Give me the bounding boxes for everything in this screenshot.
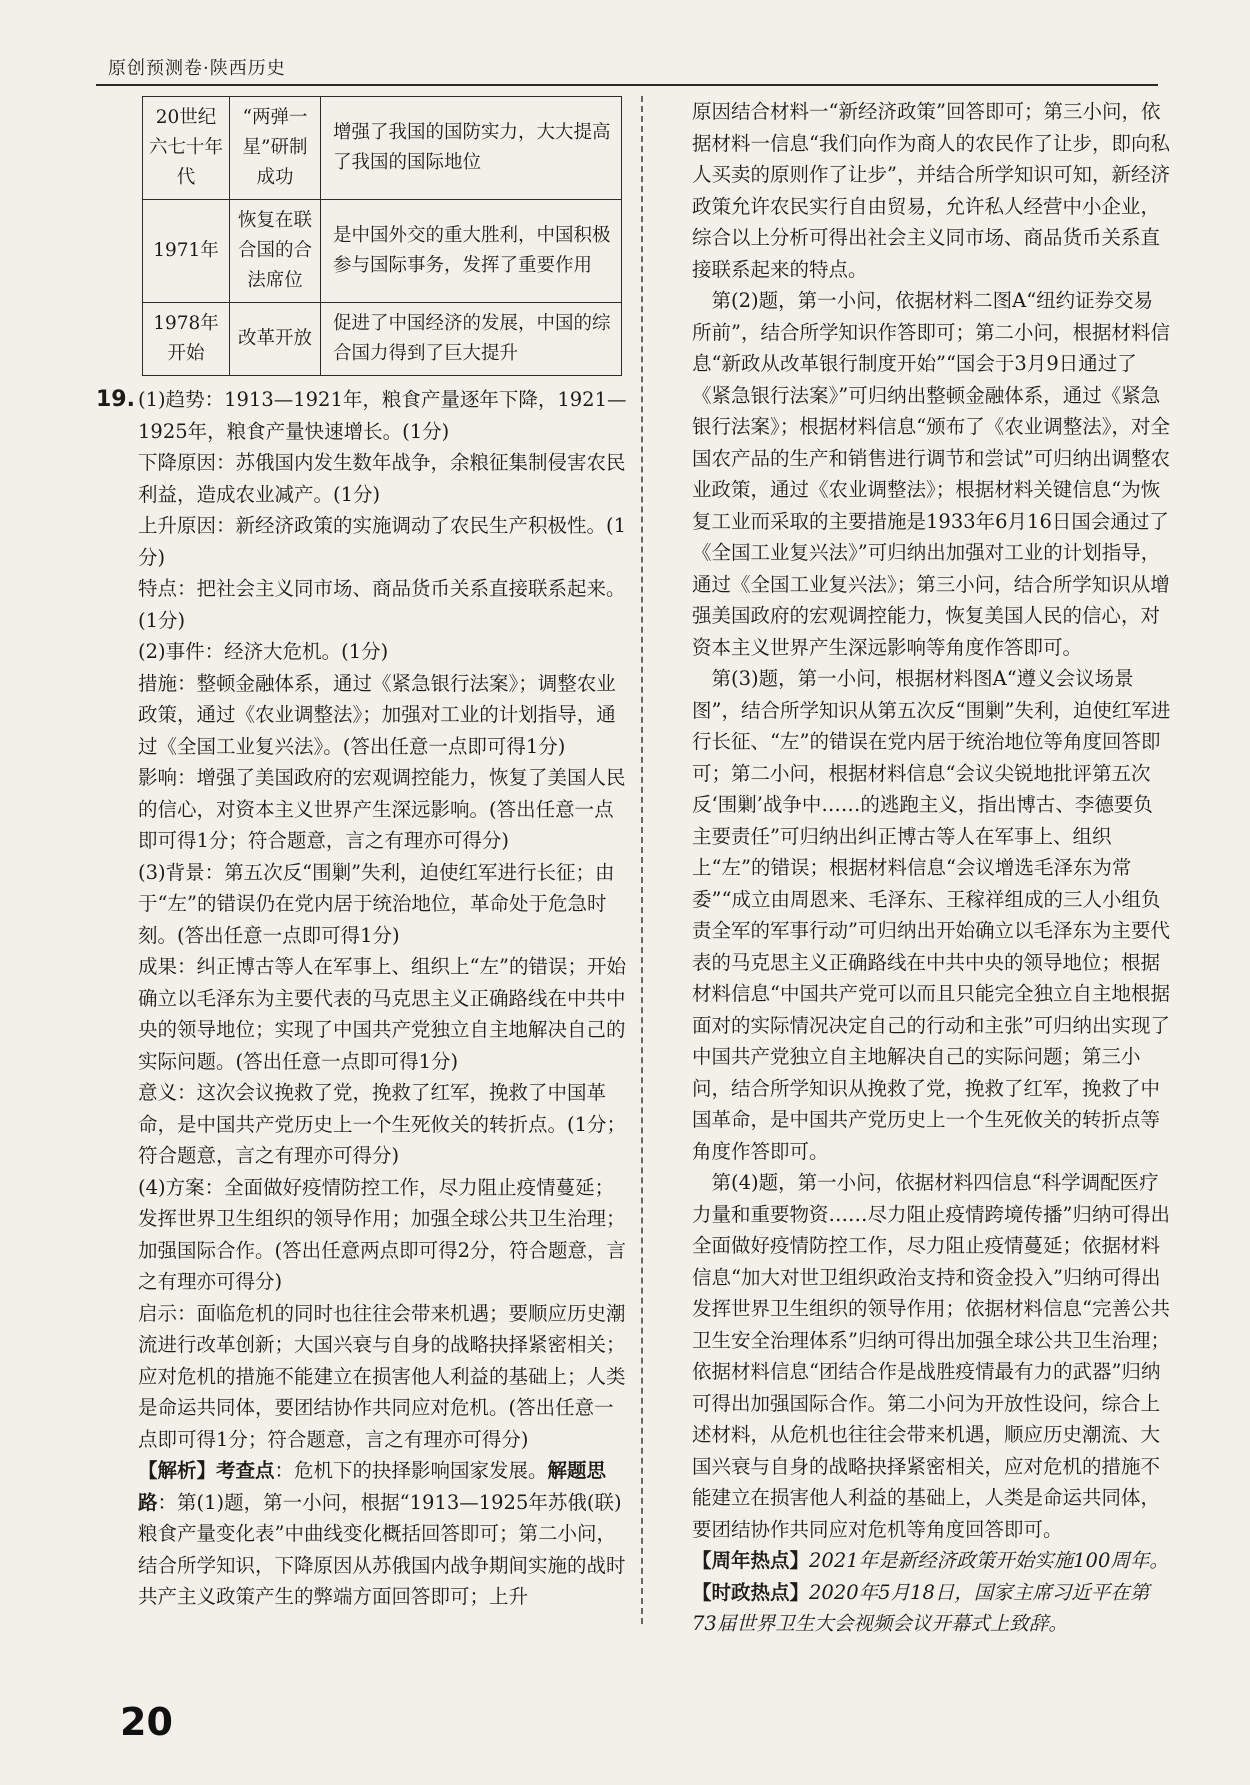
analysis-paragraph <box>138 1455 628 1613</box>
analysis-text: ：第(1)题，第一小问，根据“1913—1925年苏俄(联)粮食产量变化表”中曲线变化概括回答即可；第二小问，结合所学知识，下降原因从苏俄国内战争期间实施的战时共产主义政策产生的弊端方面回答即可；上升 <box>138 1490 626 1608</box>
key-point-label: 考查点 <box>216 1459 275 1482</box>
table-cell-meaning: 促进了中国经济的发展，中国的综合国力得到了巨大提升 <box>321 303 622 376</box>
answer-paragraph: (2)事件：经济大危机。(1分) <box>138 640 389 663</box>
answer-paragraph: 上升原因：新经济政策的实施调动了农民生产积极性。(1分) <box>138 514 627 569</box>
analysis-paragraph: 第(4)题，第一小问，依据材料四信息“科学调配医疗力量和重要物资……尽力阻止疫情跨境传播”归纳可得出全面做好疫情防控工作，尽力阻止疫情蔓延；依据材料信息“加大对世卫组织政治支持和资金投入”归纳可得出发挥世界卫生组织的领导作用；依据材料信息“完善公共卫生安全治理体系”归纳可得出加强全球公共卫生治理；依据材料信息“团结合作是战胜疫情最有力的武器”归纳可得出加强国际合作。第二小问为开放性设问，综合上述材料，从危机也往往会带来机遇，顺应历史潮流、大国兴衰与自身的战略抉择紧密相关，应对危机的措施不能建立在损害他人利益的基础上，人类是命运共同体，要团结协作共同应对危机等角度回答即可。 <box>692 1171 1170 1541</box>
answer-paragraph: 下降原因：苏俄国内发生数年战争，余粮征集制侵害农民利益，造成农业减产。(1分) <box>138 451 626 506</box>
table-cell-event: “两弹一星”研制成功 <box>230 97 321 200</box>
table-cell-year: 1971年 <box>143 200 230 303</box>
analysis-paragraph: 第(2)题，第一小问，依据材料二图A“纽约证券交易所前”，结合所学知识作答即可；第二小问，根据材料信息“新政从改革银行制度开始”“国会于3月9日通过了《紧急银行法案》”可归纳出整顿金融体系，通过《紧急银行法案》；根据材料信息“颁布了《农业调整法》，对全国农产品的生产和销售进行调节和尝试”可归纳出调整农业政策，通过《农业调整法》；根据材料关键信息“为恢复工业而采取的主要措施是1933年6月16日国会通过了《全国工业复兴法》”可归纳出加强对工业的计划指导，通过《全国工业复兴法》；第三小问，结合所学知识从增强美国政府的宏观调控能力，恢复美国人民的信心，对资本主义世界产生深远影响等角度作答即可。 <box>692 289 1170 659</box>
page-number: 20 <box>120 1700 173 1744</box>
table-cell-event: 改革开放 <box>230 303 321 376</box>
answer-paragraph: (1)趋势：1913—1921年，粮食产量逐年下降，1921—1925年，粮食产量快速增长。(1分) <box>138 388 627 443</box>
table-cell-event: 恢复在联合国的合法席位 <box>230 200 321 303</box>
answer-paragraph: (4)方案：全面做好疫情防控工作，尽力阻止疫情蔓延；发挥世界卫生组织的领导作用；加强全球公共卫生治理；加强国际合作。(答出任意两点即可得2分，符合题意，言之有理亦可得分) <box>138 1175 627 1293</box>
table-cell-year: 1978年开始 <box>143 303 230 376</box>
anniversary-hotspot <box>692 1545 1172 1577</box>
column-divider <box>641 96 643 1624</box>
answer-paragraph: 措施：整顿金融体系，通过《紧急银行法案》；调整农业政策，通过《农业调整法》；加强对工业的计划指导，通过《全国工业复兴法》。(答出任意一点即可得1分) <box>138 671 616 758</box>
table-cell-meaning: 增强了我国的国防实力，大大提高了我国的国际地位 <box>321 97 622 200</box>
table-row <box>143 97 622 200</box>
key-point-text: ：危机下的抉择影响国家发展。 <box>274 1459 548 1482</box>
current-affairs-label: 【时政热点】 <box>692 1580 810 1604</box>
answer-paragraph: 特点：把社会主义同市场、商品货币关系直接联系起来。(1分) <box>138 577 626 632</box>
approach-label: 解题思路 <box>138 1459 607 1514</box>
right-column <box>692 96 1172 1640</box>
current-affairs-hotspot <box>692 1577 1172 1640</box>
history-table <box>142 96 622 376</box>
analysis-paragraph: 第(3)题，第一小问，根据材料图A“遵义会议场景图”，结合所学知识从第五次反“围剿”失利，迫使红军进行长征、“左”的错误在党内居于统治地位等角度回答即可；第二小问，根据材料信息“会议尖锐地批评第五次反‘围剿’战争中……的逃跑主义，指出博古、李德要负主要责任”可归纳出纠正博古等人在军事上、组织上“左”的错误；根据材料信息“会议增选毛泽东为常委”“成立由周恩来、毛泽东、王稼祥组成的三人小组负责全军的军事行动”可归纳出开始确立以毛泽东为主要代表的马克思主义正确路线在中共中央的领导地位；根据材料信息“中国共产党可以而且只能完全独立自主地根据面对的实际情况决定自己的行动和主张”可归纳出实现了中国共产党独立自主地解决自己的实际问题；第三小问，结合所学知识从挽救了党，挽救了红军，挽救了中国革命，是中国共产党历史上一个生死攸关的转折点等角度作答即可。 <box>692 667 1171 1163</box>
page-header: 原创预测卷·陕西历史 <box>108 58 286 79</box>
anniversary-text: 2021年是新经济政策开始实施100周年。 <box>809 1549 1169 1572</box>
answer-paragraph: 启示：面临危机的同时也往往会带来机遇；要顺应历史潮流进行改革创新；大国兴衰与自身的战略抉择紧密相关；应对危机的措施不能建立在损害他人利益的基础上；人类是命运共同体，要团结协作共同应对危机。(答出任意一点即可得1分；符合题意，言之有理亦可得分) <box>138 1301 626 1451</box>
answer-paragraph: 意义：这次会议挽救了党，挽救了红军，挽救了中国革命，是中国共产党历史上一个生死攸关的转折点。(1分；符合题意，言之有理亦可得分) <box>138 1081 627 1167</box>
table-row <box>143 200 622 303</box>
table-cell-year: 20世纪六七十年代 <box>143 97 230 200</box>
table-cell-meaning: 是中国外交的重大胜利，中国积极参与国际事务，发挥了重要作用 <box>321 200 622 303</box>
current-affairs-text: 2020年5月18日，国家主席习近平在第73届世界卫生大会视频会议开幕式上致辞。 <box>692 1580 1150 1635</box>
anniversary-label: 【周年热点】 <box>692 1549 810 1572</box>
analysis-label: 【解析】 <box>138 1459 217 1482</box>
question-number: 19. <box>96 387 135 412</box>
table-row <box>143 303 622 376</box>
left-column <box>138 384 628 1613</box>
answer-paragraph: 影响：增强了美国政府的宏观调控能力，恢复了美国人民的信心，对资本主义世界产生深远影响。(答出任意一点即可得1分；符合题意，言之有理亦可得分) <box>138 766 626 852</box>
answer-paragraph: 成果：纠正博古等人在军事上、组织上“左”的错误；开始确立以毛泽东为主要代表的马克思主义正确路线在中共中央的领导地位；实现了中国共产党独立自主地解决自己的实际问题。(答出任意一点即可得1分) <box>138 955 626 1073</box>
analysis-paragraph: 原因结合材料一“新经济政策”回答即可；第三小问，依据材料一信息“我们向作为商人的农民作了让步，即向私人买卖的原则作了让步”，并结合所学知识可知，新经济政策允许农民实行自由贸易，允许私人经营中小企业，综合以上分析可得出社会主义同市场、商品货币关系直接联系起来的特点。 <box>692 100 1170 281</box>
header-rule <box>96 84 1158 86</box>
answer-paragraph: (3)背景：第五次反“围剿”失利，迫使红军进行长征；由于“左”的错误仍在党内居于统治地位，革命处于危急时刻。(答出任意一点即可得1分) <box>138 860 615 947</box>
